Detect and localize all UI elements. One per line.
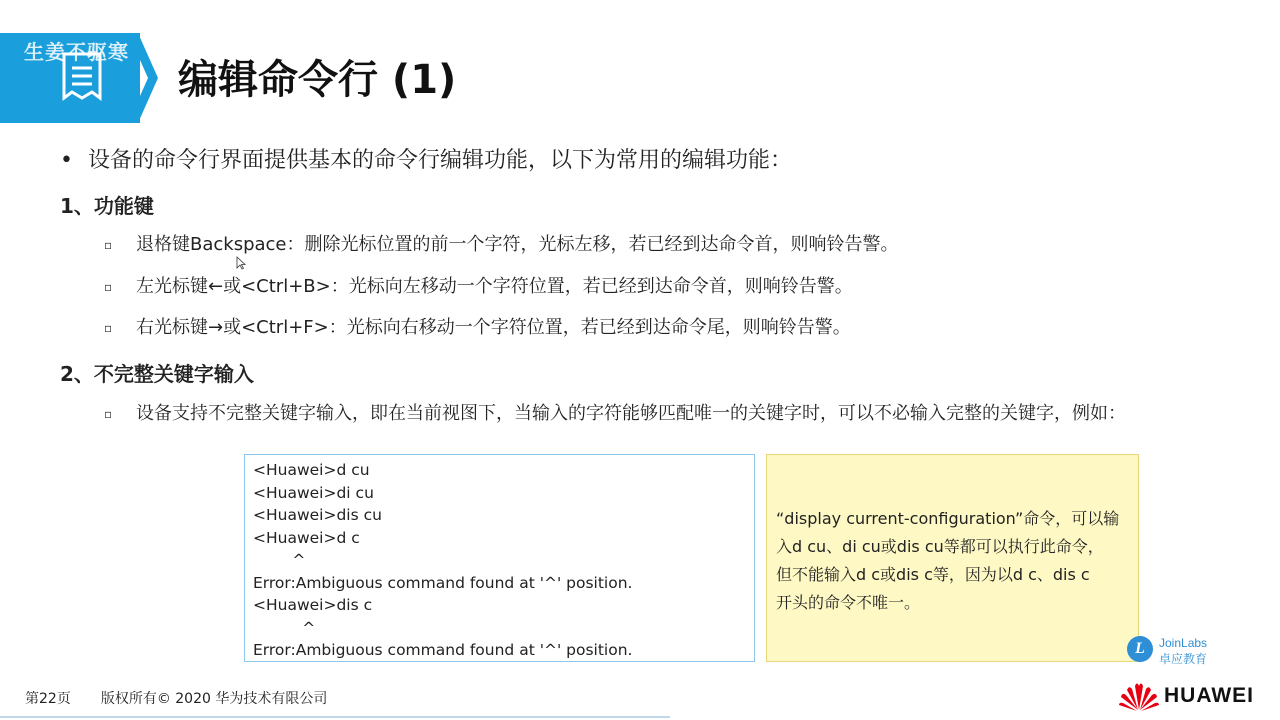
watermark: 生姜不驱寒 <box>24 40 129 64</box>
mouse-cursor-icon <box>236 256 246 270</box>
section-heading-function-keys: 1、功能键 <box>60 194 154 218</box>
square-bullet-icon: ▫ <box>104 280 113 294</box>
cli-line: <Huawei>dis c <box>253 596 373 614</box>
list-item-text: 退格键Backspace：删除光标位置的前一个字符，光标左移，若已经到达命令首，则响铃告警。 <box>136 234 899 255</box>
cli-example-box <box>244 454 755 662</box>
joinlabs-subtitle: 卓应教育 <box>1159 652 1208 666</box>
cli-line: <Huawei>di cu <box>253 483 374 502</box>
cli-line: Error:Ambiguous command found at '^' position. <box>253 573 633 592</box>
cli-line: <Huawei>d cu <box>253 461 370 479</box>
cli-line: ^ <box>253 618 316 637</box>
joinlabs-logo <box>1127 636 1227 666</box>
list-item <box>104 230 1234 260</box>
cli-line: <Huawei>dis cu <box>253 506 382 524</box>
joinlabs-name: JoinLabs <box>1159 636 1208 650</box>
section-heading-incomplete-keyword: 2、不完整关键字输入 <box>60 362 254 386</box>
document-icon <box>60 52 104 102</box>
square-bullet-icon: ▫ <box>104 238 113 252</box>
list-item-text: 左光标键←或<Ctrl+B>：光标向左移动一个字符位置，若已经到达命令首，则响铃告警。 <box>136 276 853 297</box>
square-bullet-icon: ▫ <box>104 407 113 421</box>
square-bullet-icon: ▫ <box>104 321 113 335</box>
list-item <box>104 399 1234 429</box>
huawei-flower-icon <box>1118 680 1160 712</box>
note-box <box>766 454 1139 662</box>
bullet-dot-icon: • <box>60 148 73 173</box>
list-item-text: 右光标键→或<Ctrl+F>：光标向右移动一个字符位置，若已经到达命令尾，则响铃告警。 <box>136 317 851 338</box>
joinlabs-icon: L <box>1127 636 1153 662</box>
header-chevron <box>128 33 158 123</box>
note-line: 开头的命令不唯一。 <box>776 593 921 612</box>
huawei-brand: HUAWEI <box>1164 684 1254 707</box>
intro-bullet <box>60 143 792 174</box>
footer-divider <box>0 716 670 718</box>
list-item-text: 设备支持不完整关键字输入，即在当前视图下，当输入的字符能够匹配唯一的关键字时，可以不必输入完整的关键字，例如： <box>136 403 1126 424</box>
note-line: “display current-configuration”命令，可以输 <box>776 509 1120 528</box>
cli-line: ^ <box>253 551 306 569</box>
page-number: 第22页 <box>25 691 71 707</box>
note-line: 入d cu、di cu或dis cu等都可以执行此命令， <box>776 537 1104 556</box>
footer <box>25 688 357 708</box>
copyright: 版权所有© 2020 华为技术有限公司 <box>100 691 328 707</box>
cli-line: Error:Ambiguous command found at '^' position. <box>253 641 633 659</box>
page-title: 编辑命令行 (1) <box>178 57 457 103</box>
list-item <box>104 313 1234 343</box>
note-line: 但不能输入d c或dis c等，因为以d c、dis c <box>776 565 1090 584</box>
intro-text: 设备的命令行界面提供基本的命令行编辑功能，以下为常用的编辑功能： <box>88 148 793 173</box>
cli-line: <Huawei>d c <box>253 528 360 547</box>
list-item <box>104 272 1234 302</box>
